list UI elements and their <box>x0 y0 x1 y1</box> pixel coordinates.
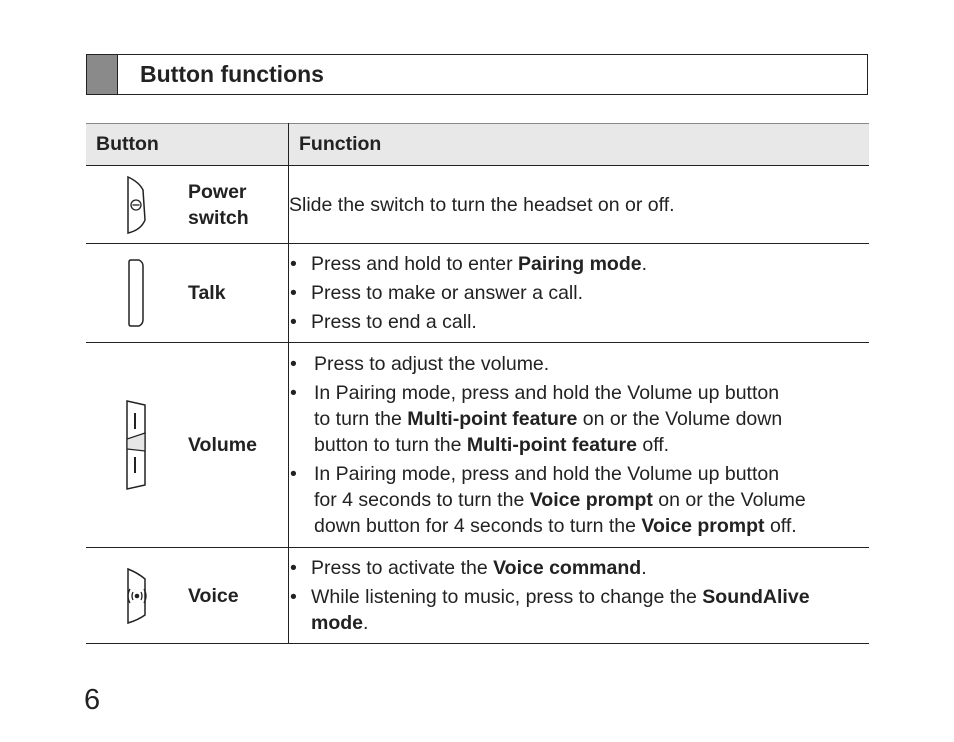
list-item: • Press to activate the Voice command. <box>289 555 869 581</box>
section-marker <box>87 55 118 94</box>
list-item: • Press to make or answer a call. <box>289 280 869 306</box>
list-item: • Press and hold to enter Pairing mode. <box>289 251 869 277</box>
function-cell: Slide the switch to turn the headset on or off. <box>289 166 870 244</box>
list-item: • Press to end a call. <box>289 309 869 335</box>
section-title: Button functions <box>140 61 324 87</box>
power-switch-icon <box>86 174 188 236</box>
button-label: Talk <box>188 282 226 304</box>
table-row <box>86 548 869 644</box>
button-label: Power switch <box>188 180 249 229</box>
header-function: Function <box>289 124 870 166</box>
button-cell <box>86 548 289 644</box>
function-cell <box>289 343 870 548</box>
talk-button-icon <box>86 258 188 328</box>
function-cell <box>289 548 870 644</box>
button-cell <box>86 244 289 343</box>
header-button: Button <box>86 124 289 166</box>
table-row <box>86 244 869 343</box>
list-item: • Press to adjust the volume. <box>289 351 869 377</box>
button-label: Volume <box>188 434 257 456</box>
list-item: • While listening to music, press to change the SoundAlive mode. <box>289 584 869 636</box>
table-row <box>86 343 869 548</box>
table-header-row <box>86 124 869 166</box>
list-item: • In Pairing mode, press and hold the Volume up button for 4 seconds to turn the Voice prompt on or the Volume down button for 4 seconds to turn the Voice prompt off. <box>289 461 869 539</box>
voice-button-icon <box>86 567 188 625</box>
list-item: • In Pairing mode, press and hold the Volume up button to turn the Multi-point feature on or the Volume down button to turn the Multi-point feature off. <box>289 380 869 458</box>
button-cell <box>86 166 289 244</box>
function-cell <box>289 244 870 343</box>
button-cell <box>86 343 289 548</box>
button-label: Voice <box>188 584 239 607</box>
section-heading <box>86 54 868 95</box>
page-number: 6 <box>84 684 101 716</box>
table-row <box>86 166 869 244</box>
button-functions-table <box>86 123 869 644</box>
volume-button-icon <box>86 399 188 491</box>
